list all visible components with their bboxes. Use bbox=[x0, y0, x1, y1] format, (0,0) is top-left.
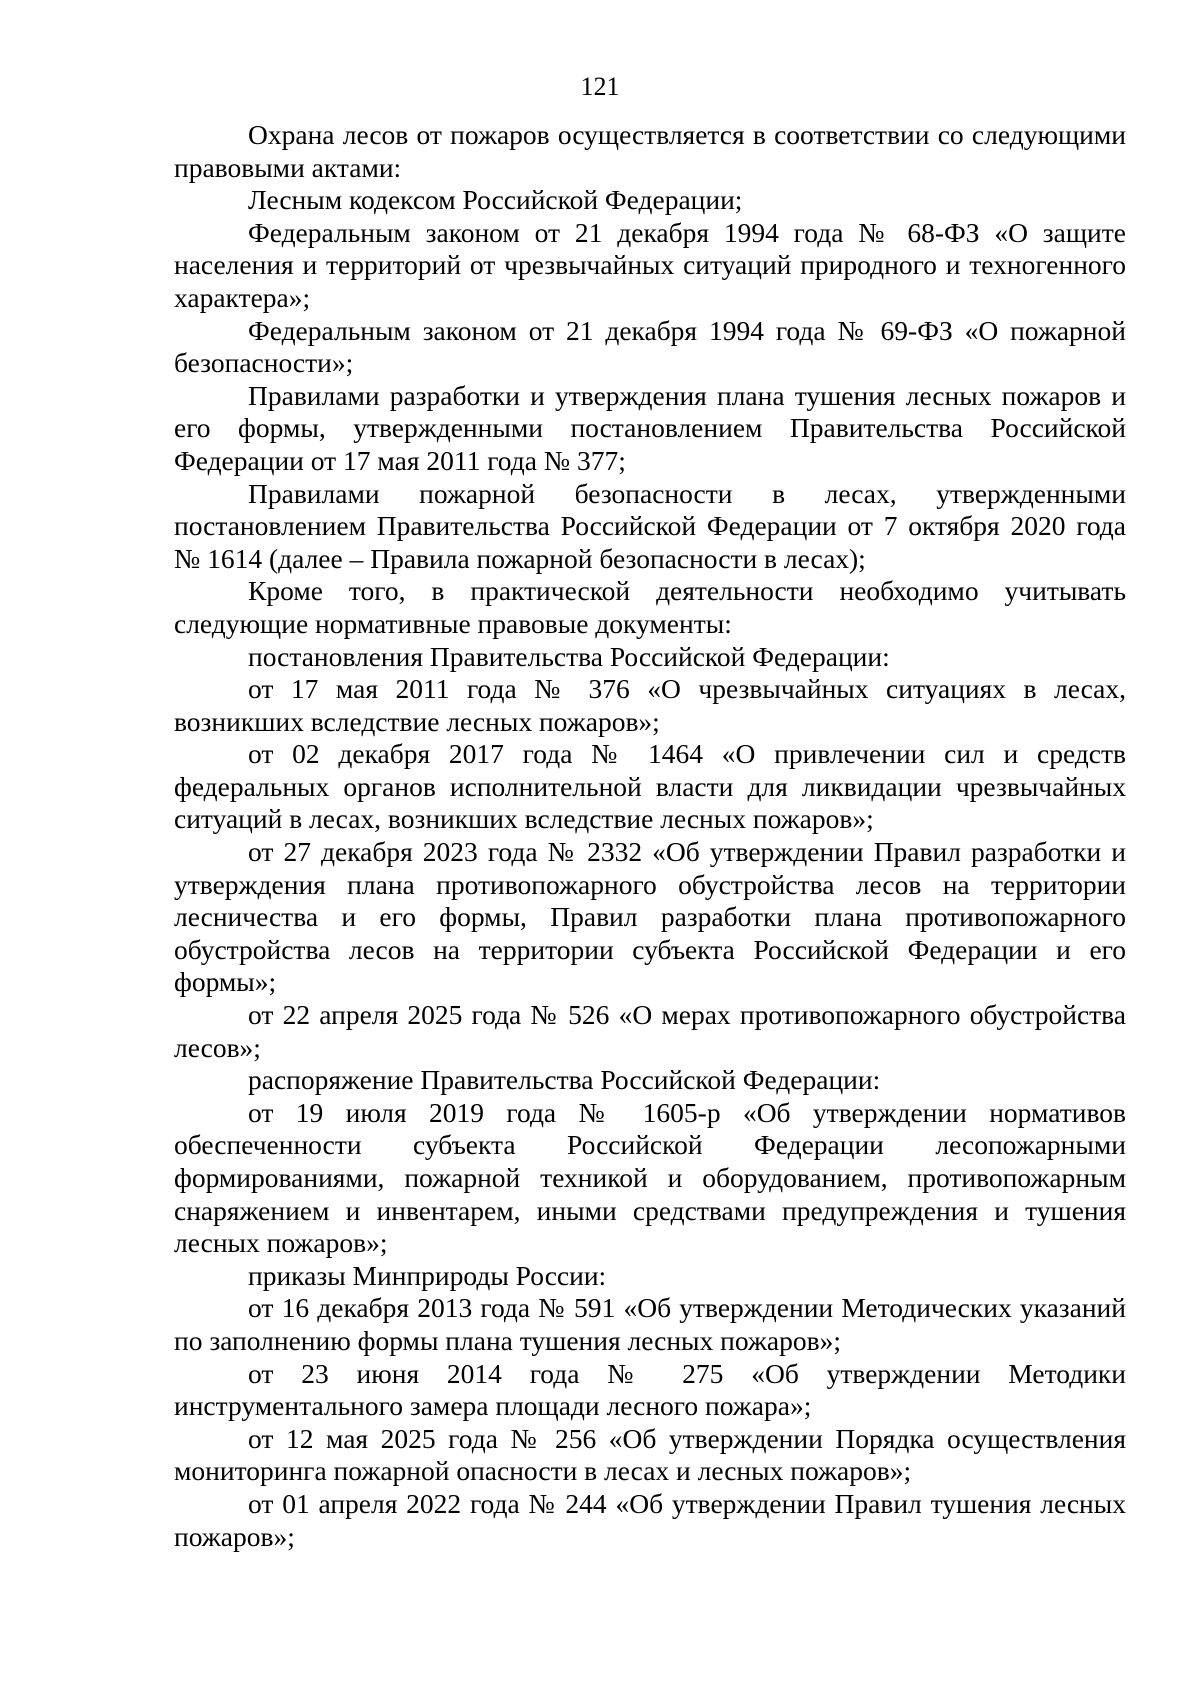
page-number: 121 bbox=[580, 72, 620, 101]
paragraph-ministry-orders-heading: приказы Минприроды России: bbox=[248, 1259, 607, 1291]
document-body bbox=[174, 119, 1126, 1553]
paragraph-law-69fz: Федеральным законом от 21 декабря 1994 года № 69-ФЗ «О пожарной безопасности»; bbox=[174, 314, 1126, 379]
paragraph-order-591: от 16 декабря 2013 года № 591 «Об утверждении Методических указаний по заполнению формы плана тушения лесных пожаров»; bbox=[174, 1292, 1126, 1356]
paragraph-intro: Охрана лесов от пожаров осуществляется в соответствии со следующими правовыми актами: bbox=[174, 119, 1126, 183]
paragraph-government-order-heading: распоряжение Правительства Российской Федерации: bbox=[248, 1064, 881, 1096]
paragraph-forest-code: Лесным кодексом Российской Федерации; bbox=[248, 184, 743, 216]
paragraph-decree-526: от 22 апреля 2025 года № 526 «О мерах противопожарного обустройства лесов»; bbox=[174, 999, 1126, 1063]
paragraph-government-decrees-heading: постановления Правительства Российской Федерации: bbox=[248, 640, 890, 672]
paragraph-order-1605r: от 19 июля 2019 года № 1605-р «Об утверждении нормативов обеспеченности субъекта Российской Федерации лесопожарными формированиями, пожарной техникой и оборудованием, противопожарным снаряжением и инвентарем, иными средствами предупреждения и тушения лесных пожаров»; bbox=[174, 1096, 1126, 1259]
paragraph-order-275: от 23 июня 2014 года № 275 «Об утверждении Методики инструментального замера площади лесного пожара»; bbox=[174, 1357, 1126, 1422]
paragraph-order-256: от 12 мая 2025 года № 256 «Об утверждении Порядка осуществления мониторинга пожарной опасности в лесах и лесных пожаров»; bbox=[174, 1422, 1126, 1487]
paragraph-decree-2332: от 27 декабря 2023 года № 2332 «Об утверждении Правил разработки и утверждения плана противопожарного обустройства лесов на территории лесничества и его формы, Правил разработки плана противопожарного обустройства лесов на территории субъекта Российской Федерации и его формы»; bbox=[174, 836, 1126, 998]
paragraph-order-244: от 01 апреля 2022 года № 244 «Об утверждении Правил тушения лесных пожаров»; bbox=[174, 1487, 1126, 1552]
paragraph-rules-377: Правилами разработки и утверждения плана тушения лесных пожаров и его формы, утвержденными постановлением Правительства Российской Федерации от 17 мая 2011 года № 377; bbox=[174, 379, 1126, 476]
paragraph-decree-1464: от 02 декабря 2017 года № 1464 «О привлечении сил и средств федеральных органов исполнительной власти для ликвидации чрезвычайных ситуаций в лесах, возникших вследствие лесных пожаров»; bbox=[174, 738, 1126, 835]
paragraph-additionally: Кроме того, в практической деятельности необходимо учитывать следующие нормативные правовые документы: bbox=[174, 575, 1126, 639]
paragraph-law-68fz: Федеральным законом от 21 декабря 1994 года № 68-ФЗ «О защите населения и территорий от чрезвычайных ситуаций природного и техногенного характера»; bbox=[174, 216, 1126, 313]
paragraph-decree-376: от 17 мая 2011 года № 376 «О чрезвычайных ситуациях в лесах, возникших вследствие лесных пожаров»; bbox=[174, 673, 1126, 737]
paragraph-rules-1614: Правилами пожарной безопасности в лесах, утвержденными постановлением Правительства Российской Федерации от 7 октября 2020 года № 1614 (далее – Правила пожарной безопасности в лесах); bbox=[174, 477, 1126, 574]
